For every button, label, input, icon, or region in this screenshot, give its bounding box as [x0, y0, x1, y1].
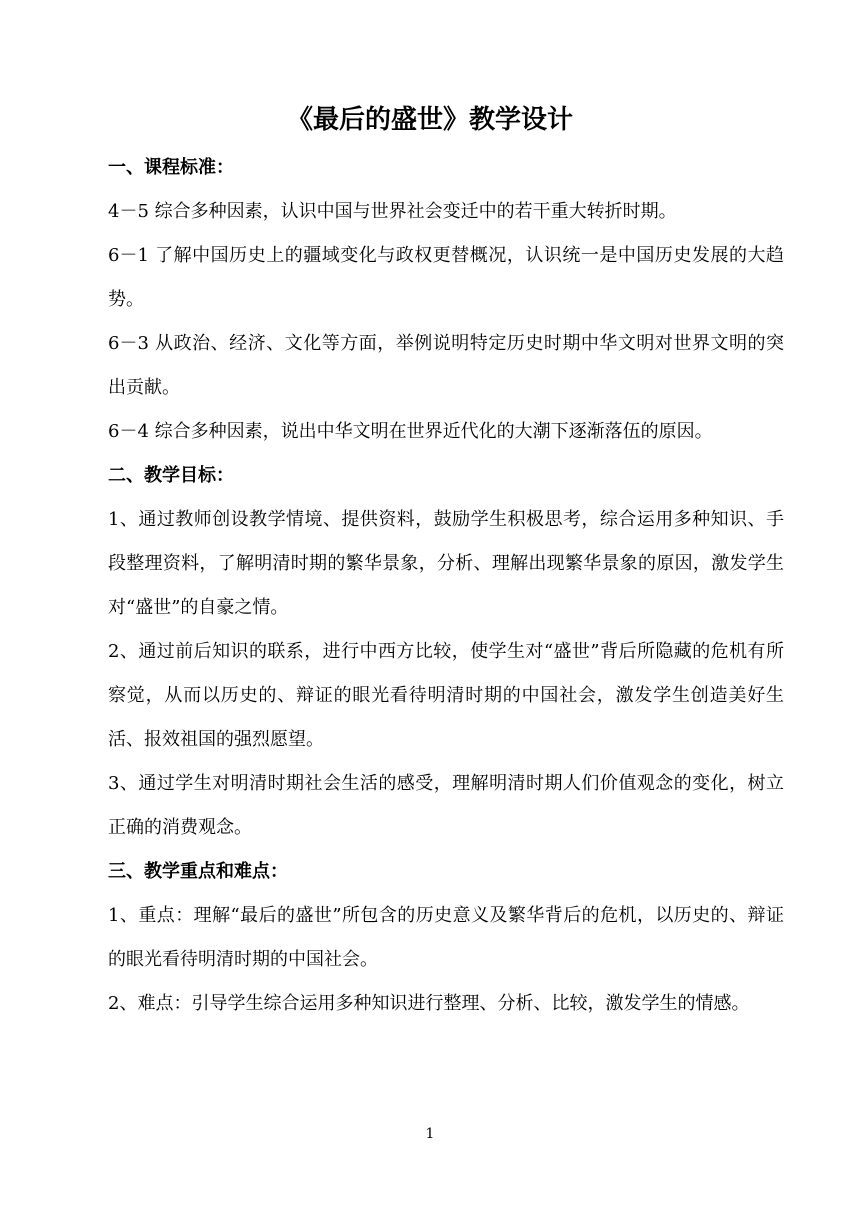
paragraph: 1、重点：理解“最后的盛世”所包含的历史意义及繁华背后的危机，以历史的、辩证的眼光看待明清时期的中国社会。 — [108, 905, 784, 970]
section-heading: 三、教学重点和难点： — [108, 861, 288, 882]
section-curriculum-standards — [108, 146, 784, 454]
section-heading: 二、教学目标： — [108, 465, 234, 486]
paragraph: 4－5 综合多种因素，认识中国与世界社会变迁中的若干重大转折时期。 — [108, 201, 677, 222]
page-number: 1 — [425, 1126, 435, 1142]
paragraph: 6－3 从政治、经济、文化等方面，举例说明特定历史时期中华文明对世界文明的突出贡献。 — [108, 333, 784, 398]
document-body — [108, 146, 784, 1026]
section-key-points-and-difficulties — [108, 850, 784, 1026]
document-title: 《最后的盛世》教学设计 — [286, 105, 573, 135]
section-heading: 一、课程标准： — [108, 157, 234, 178]
paragraph: 6－1 了解中国历史上的疆域变化与政权更替概况，认识统一是中国历史发展的大趋势。 — [108, 245, 784, 310]
paragraph: 3、通过学生对明清时期社会生活的感受，理解明清时期人们价值观念的变化，树立正确的消费观念。 — [108, 773, 784, 838]
paragraph: 1、通过教师创设教学情境、提供资料，鼓励学生积极思考，综合运用多种知识、手段整理资料，了解明清时期的繁华景象，分析、理解出现繁华景象的原因，激发学生对“盛世”的自豪之情。 — [108, 509, 784, 618]
section-teaching-objectives — [108, 454, 784, 850]
paragraph: 2、通过前后知识的联系，进行中西方比较，使学生对“盛世”背后所隐藏的危机有所察觉，从而以历史的、辩证的眼光看待明清时期的中国社会，激发学生创造美好生活、报效祖国的强烈愿望。 — [108, 641, 784, 750]
paragraph: 2、难点：引导学生综合运用多种知识进行整理、分析、比较，激发学生的情感。 — [108, 993, 750, 1014]
paragraph: 6－4 综合多种因素，说出中华文明在世界近代化的大潮下逐渐落伍的原因。 — [108, 421, 713, 442]
